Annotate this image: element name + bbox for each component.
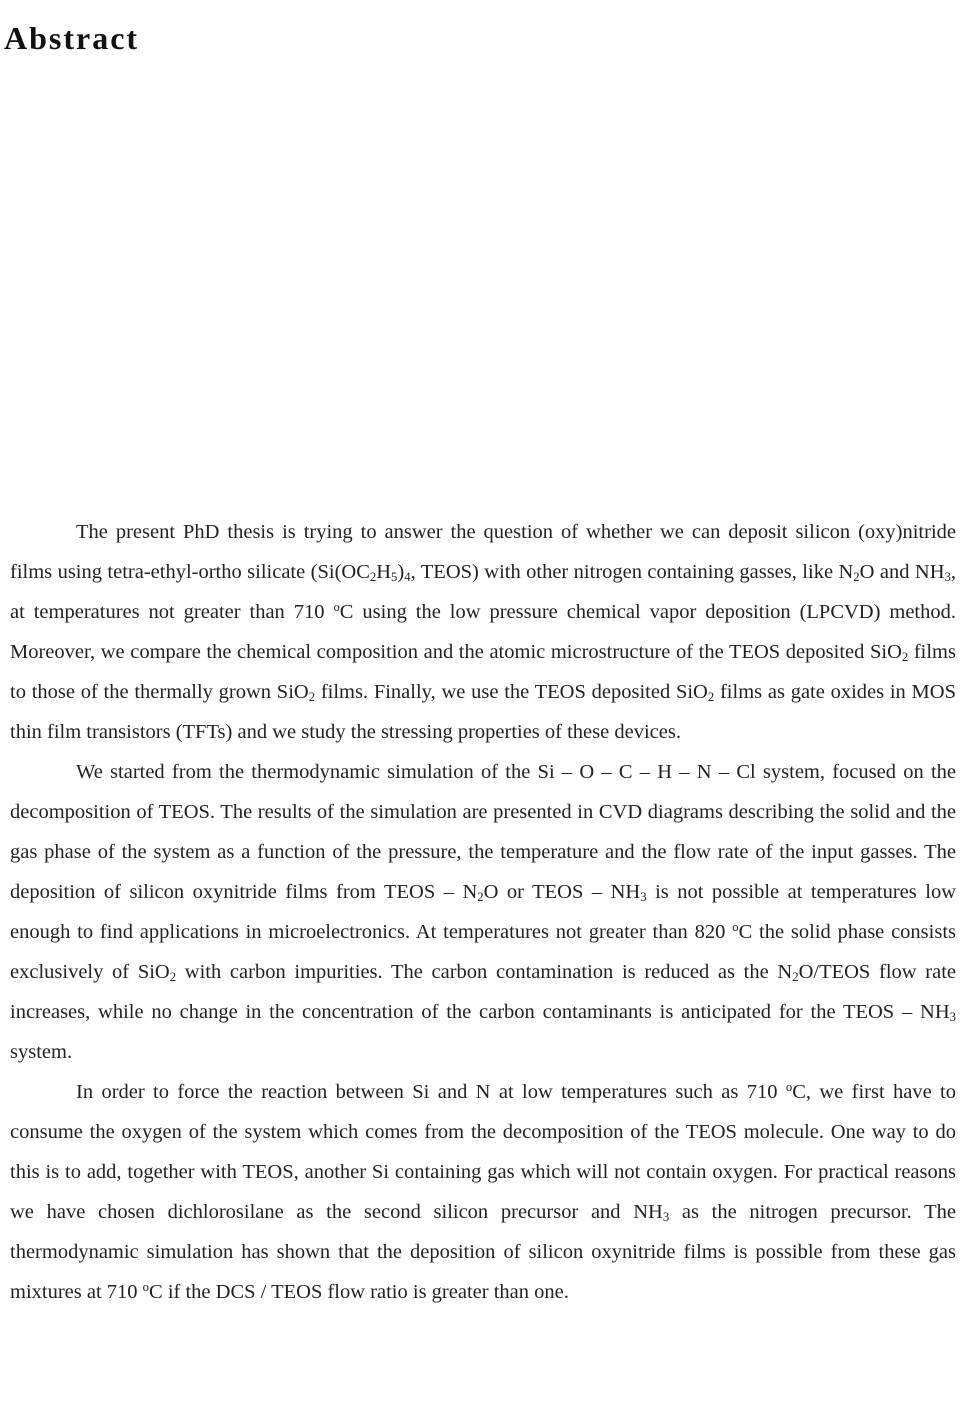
subscript: 3 [944, 570, 951, 585]
text-run: , TEOS) with other nitrogen containing gasses, like N [410, 561, 854, 583]
text-run: The present PhD thesis is trying to answer the question of whether we can deposit silicon (oxy)nitride films using tetra-ethyl-ortho silicate (Si(OC [10, 521, 956, 583]
text-run: as the nitrogen precursor. The thermodynamic simulation has shown that the deposition of silicon oxynitride films is possible from these gas mixtures at 710 [10, 1201, 956, 1303]
text-run: C if the DCS / TEOS flow ratio is greater than one. [149, 1281, 569, 1303]
text-run: films as gate oxides in MOS thin film transistors (TFTs) and we study the stressing properties of these devices. [10, 681, 956, 743]
text-run: C, we first have to consume the oxygen of the system which comes from the decomposition of the TEOS molecule. One way to do this is to add, together with TEOS, another Si containing gas which will not contain oxygen. For practical reasons we have chosen dichlorosilane as the second silicon precursor and NH [10, 1081, 956, 1223]
text-run: , at temperatures not greater than 710 [10, 561, 956, 623]
text-run: films. Finally, we use the TEOS deposited SiO [315, 681, 708, 703]
subscript: 4 [404, 570, 411, 585]
subscript: 2 [169, 970, 177, 985]
abstract-body [10, 512, 956, 1312]
abstract-heading: Abstract [4, 20, 140, 56]
subscript: 5 [391, 570, 398, 585]
superscript: o [142, 1280, 150, 1295]
subscript: 2 [792, 970, 799, 985]
subscript: 2 [477, 890, 484, 905]
subscript: 2 [369, 570, 377, 585]
subscript: 2 [707, 690, 715, 705]
text-run: ) [397, 561, 405, 583]
text-run: with carbon impurities. The carbon contamination is reduced as the N [176, 961, 793, 983]
text-run: C using the low pressure chemical vapor deposition (LPCVD) method. Moreover, we compare the chemical composition and the atomic microstructure of the TEOS deposited SiO [10, 601, 956, 663]
paragraph-2 [10, 752, 956, 1072]
superscript: o [732, 920, 739, 935]
text-run: We started from the thermodynamic simulation of the Si – O – C – H – N – Cl system, focused on the decomposition of TEOS. The results of the simulation are presented in CVD diagrams describing the solid and the gas phase of the system as a function of the pressure, the temperature and the flow rate of the input gasses. The deposition of silicon oxynitride films from TEOS – N [10, 761, 956, 903]
subscript: 3 [640, 890, 647, 905]
superscript: o [785, 1080, 793, 1095]
superscript: o [333, 600, 340, 615]
text-run: is not possible at temperatures low enough to find applications in microelectronics. At temperatures not greater than 820 [10, 881, 956, 943]
text-run: system. [10, 1041, 73, 1063]
subscript: 3 [662, 1210, 670, 1225]
subscript: 2 [308, 690, 316, 705]
paragraph-1 [10, 512, 956, 752]
text-run: films to those of the thermally grown SiO [10, 641, 956, 703]
subscript: 2 [853, 570, 860, 585]
subscript: 2 [901, 650, 909, 665]
subscript: 3 [949, 1010, 956, 1025]
text-run: H [376, 561, 392, 583]
text-run: O/TEOS flow rate increases, while no change in the concentration of the carbon contaminants is anticipated for the TEOS – NH [10, 961, 957, 1023]
paragraph-3 [10, 1072, 956, 1312]
text-run: O or TEOS – NH [483, 881, 641, 903]
text-run: O and NH [859, 561, 945, 583]
text-run: C the solid phase consists exclusively of SiO [10, 921, 957, 983]
text-run: In order to force the reaction between Si and N at low temperatures such as 710 [76, 1081, 786, 1103]
